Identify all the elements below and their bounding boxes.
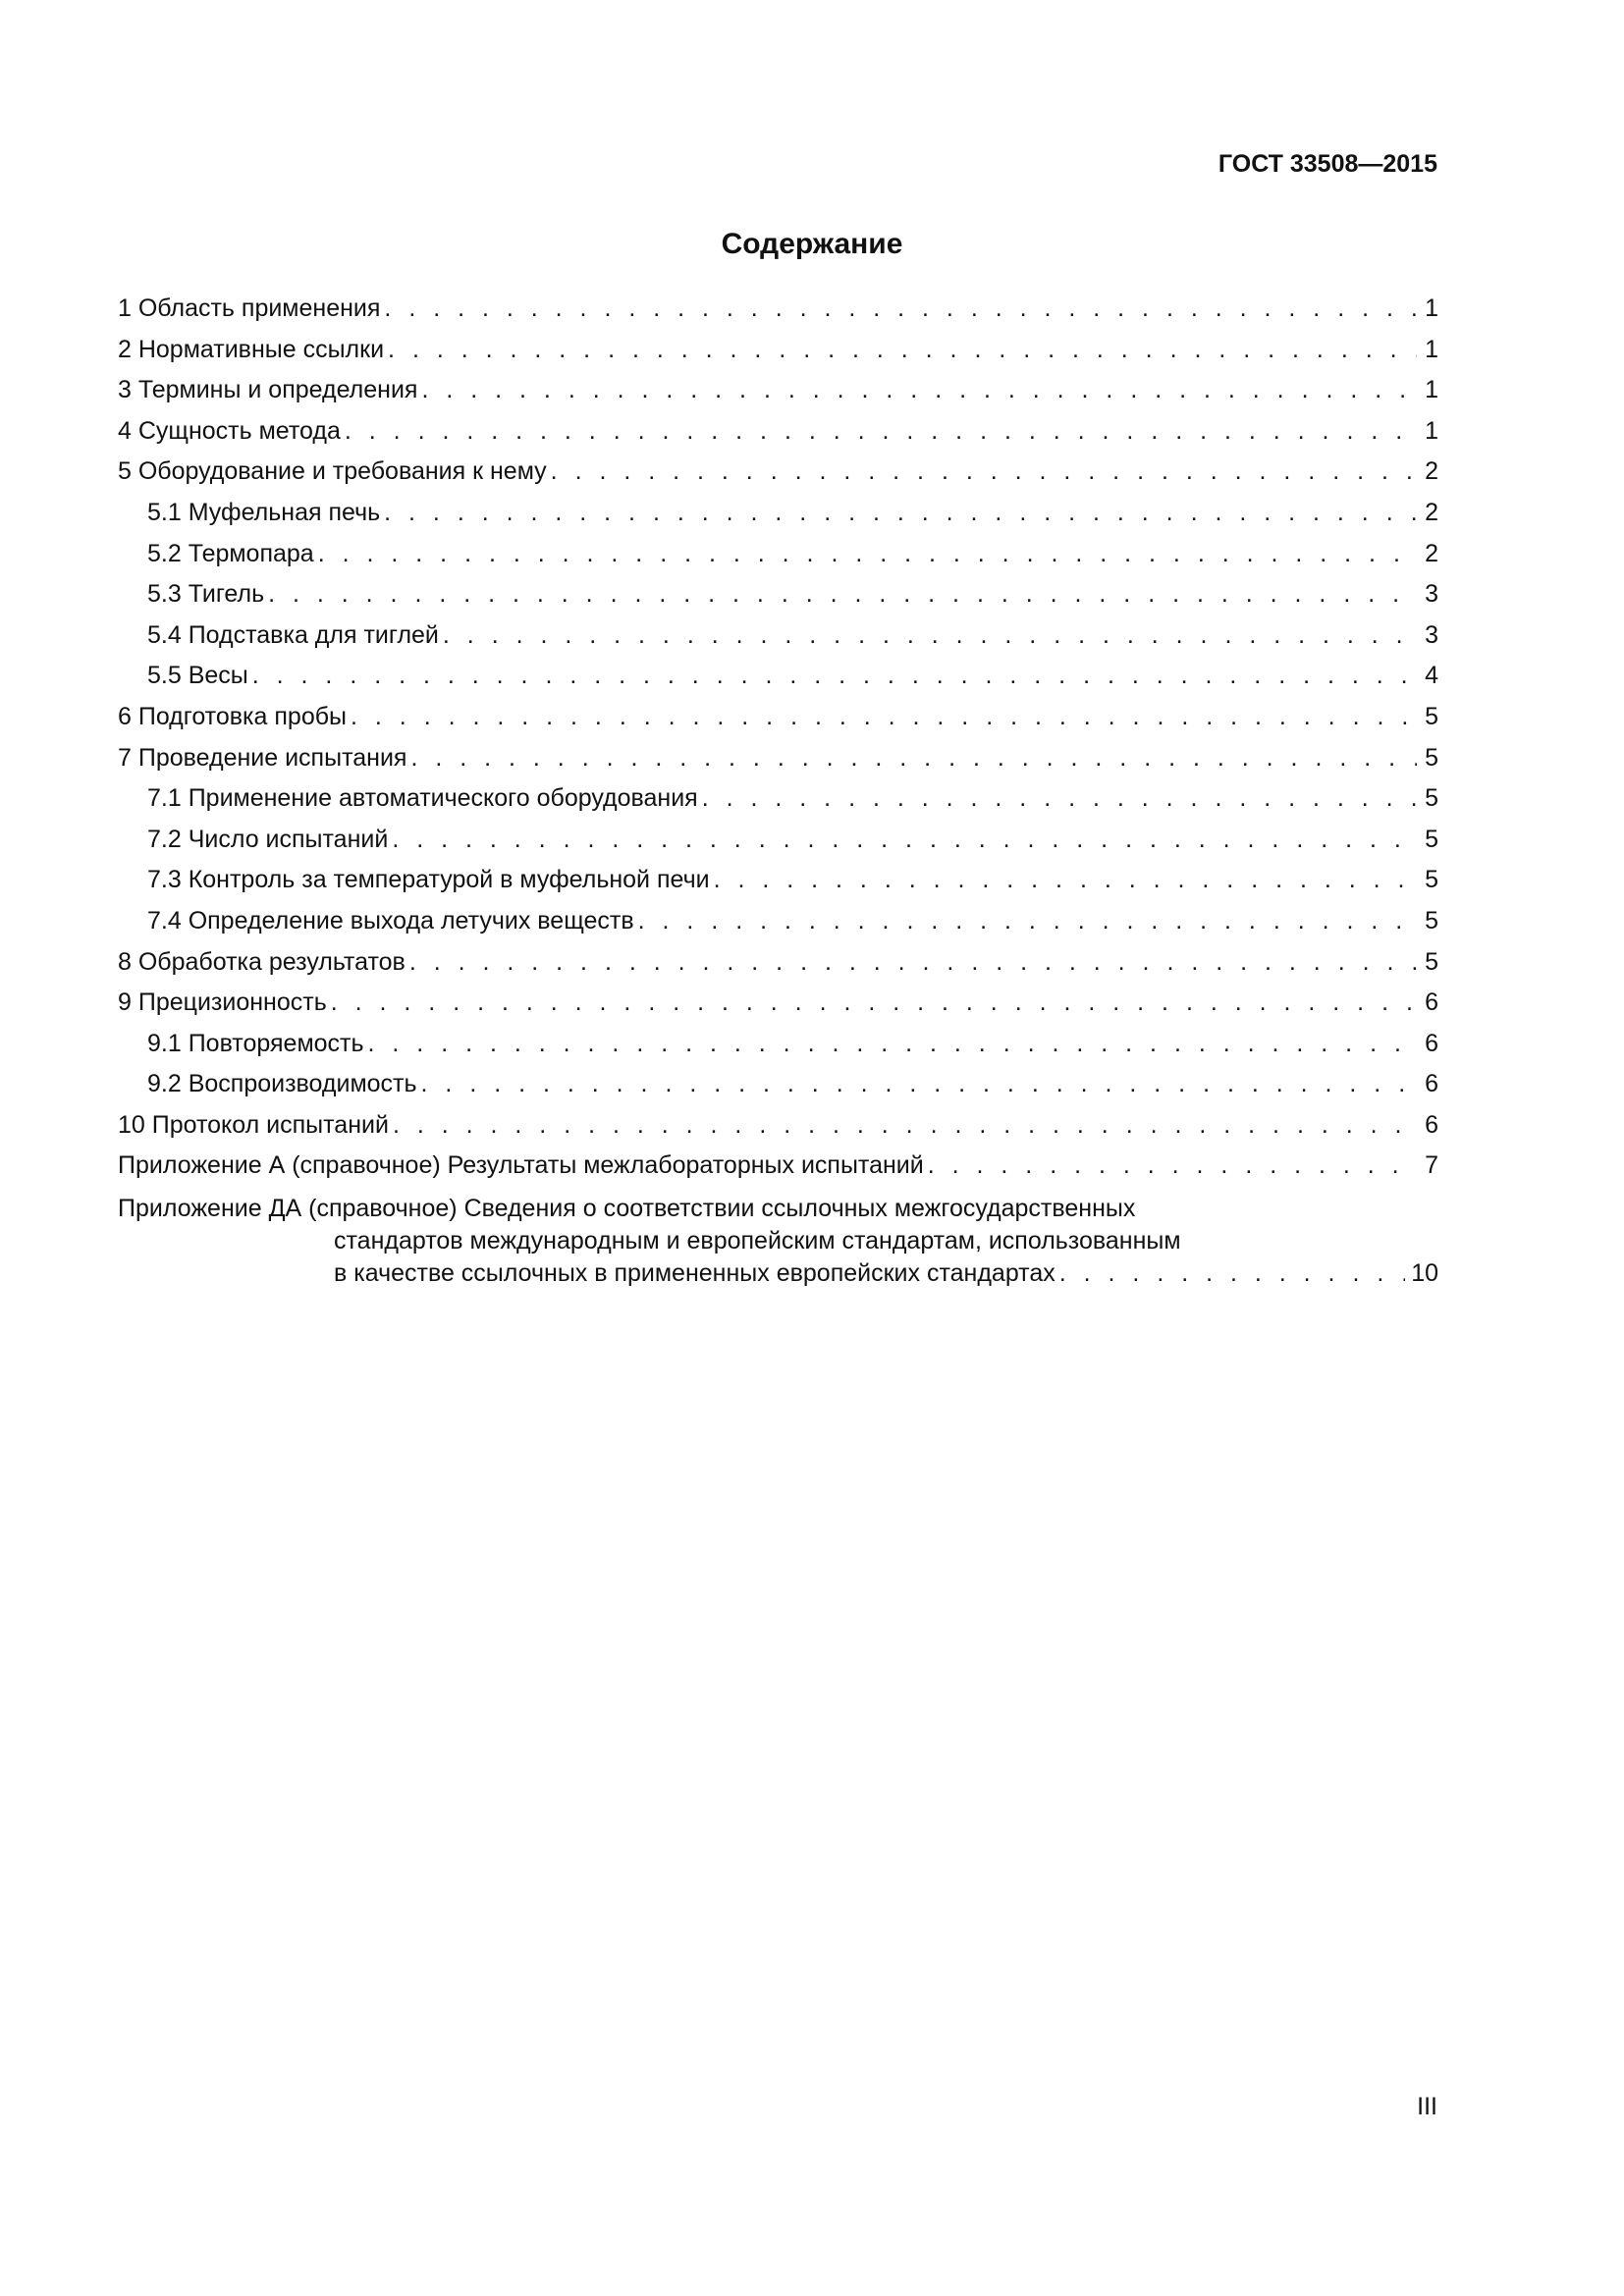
dot-leader xyxy=(421,1070,1417,1098)
dot-leader xyxy=(318,540,1417,568)
dot-leader xyxy=(702,784,1417,813)
dot-leader xyxy=(331,988,1417,1017)
table-of-contents xyxy=(118,294,1438,1290)
toc-entry-page: 2 xyxy=(1425,539,1438,567)
dot-leader xyxy=(928,1151,1417,1180)
toc-subentry[interactable] xyxy=(118,1030,1438,1071)
toc-entry-page: 6 xyxy=(1425,988,1438,1017)
toc-entry-page: 7 xyxy=(1425,1151,1438,1180)
toc-entry-page: 5 xyxy=(1425,825,1438,853)
toc-entry-page: 2 xyxy=(1425,498,1438,526)
appendix-da-line3: в качестве ссылочных в примененных европейских стандартах xyxy=(334,1259,1056,1288)
dot-leader xyxy=(714,866,1417,894)
toc-entry-page: 6 xyxy=(1425,1029,1438,1057)
toc-entry-label: 2 Нормативные ссылки xyxy=(118,335,385,363)
toc-entry-page: 4 xyxy=(1425,662,1438,690)
toc-entry-page: 5 xyxy=(1425,866,1438,894)
toc-entry-page: 6 xyxy=(1425,1110,1438,1139)
dot-leader xyxy=(368,1030,1417,1058)
dot-leader xyxy=(410,744,1417,773)
toc-entry-page: 1 xyxy=(1425,294,1438,322)
toc-entry-label: 7.1 Применение автоматического оборудования xyxy=(147,784,698,813)
toc-entry-label: 1 Область применения xyxy=(118,294,381,322)
toc-entry-label: Приложение А (справочное) Результаты межлабораторных испытаний xyxy=(118,1151,924,1180)
dot-leader xyxy=(393,1111,1417,1140)
appendix-da-line2: стандартов международным и европейским стандартам, использованным xyxy=(334,1227,1181,1255)
toc-entry-label: 7.3 Контроль за температурой в муфельной печи xyxy=(147,866,710,894)
toc-entry-label: 4 Сущность метода xyxy=(118,416,341,445)
toc-entry-label: 7.4 Определение выхода летучих веществ xyxy=(147,906,634,934)
dot-leader xyxy=(443,621,1417,650)
dot-leader xyxy=(551,457,1417,486)
toc-entry-page: 1 xyxy=(1425,376,1438,404)
dot-leader xyxy=(384,499,1417,527)
toc-entry-page: 5 xyxy=(1425,947,1438,976)
toc-entry-appendix-a[interactable] xyxy=(118,1151,1438,1193)
toc-entry[interactable] xyxy=(118,376,1438,417)
appendix-da-line1: Приложение ДА (справочное) Сведения о соответствии ссылочных межгосударственных xyxy=(118,1195,1136,1223)
dot-leader xyxy=(351,703,1417,731)
dot-leader xyxy=(1059,1257,1405,1290)
toc-subentry[interactable] xyxy=(118,499,1438,540)
toc-entry[interactable] xyxy=(118,294,1438,336)
toc-entry-label: 9.1 Повторяемость xyxy=(147,1029,364,1057)
toc-entry-label: 5.4 Подставка для тиглей xyxy=(147,620,439,649)
dot-leader xyxy=(388,336,1417,364)
appendix-da-last-line xyxy=(118,1257,1438,1290)
dot-leader xyxy=(409,948,1417,977)
toc-entry-page: 6 xyxy=(1425,1070,1438,1098)
toc-entry-appendix-da[interactable] xyxy=(118,1193,1438,1290)
toc-entry[interactable] xyxy=(118,988,1438,1030)
toc-entry-label: 5.1 Муфельная печь xyxy=(147,498,381,526)
dot-leader xyxy=(252,662,1417,690)
dot-leader xyxy=(268,580,1417,609)
toc-entry[interactable] xyxy=(118,1111,1438,1152)
toc-subentry[interactable] xyxy=(118,907,1438,948)
page-number: III xyxy=(1417,2093,1437,2120)
toc-subentry[interactable] xyxy=(118,580,1438,621)
document-code: ГОСТ 33508—2015 xyxy=(1218,150,1437,178)
toc-entry-page: 3 xyxy=(1425,580,1438,609)
toc-entry-page: 5 xyxy=(1425,743,1438,772)
toc-entry-label: 6 Подготовка пробы xyxy=(118,702,348,730)
toc-entry[interactable] xyxy=(118,948,1438,989)
dot-leader xyxy=(345,417,1417,446)
toc-entry-label: 5 Оборудование и требования к нему xyxy=(118,457,547,486)
dot-leader xyxy=(392,826,1417,854)
toc-entry-page: 10 xyxy=(1411,1259,1438,1288)
toc-entry[interactable] xyxy=(118,744,1438,785)
toc-entry-page: 2 xyxy=(1425,457,1438,486)
toc-subentry[interactable] xyxy=(118,1070,1438,1111)
toc-entry[interactable] xyxy=(118,457,1438,499)
dot-leader xyxy=(638,907,1417,935)
toc-entry-label: 9 Прецизионность xyxy=(118,988,327,1017)
toc-entry-page: 5 xyxy=(1425,906,1438,934)
toc-entry-label: 8 Обработка результатов xyxy=(118,947,406,976)
toc-subentry[interactable] xyxy=(118,621,1438,663)
toc-entry-label: 10 Протокол испытаний xyxy=(118,1110,389,1139)
toc-subentry[interactable] xyxy=(118,662,1438,703)
toc-entry-label: 5.3 Тигель xyxy=(147,580,265,609)
toc-subentry[interactable] xyxy=(118,540,1438,581)
toc-subentry[interactable] xyxy=(118,826,1438,867)
toc-entry-page: 5 xyxy=(1425,702,1438,730)
toc-entry-page: 3 xyxy=(1425,620,1438,649)
toc-entry[interactable] xyxy=(118,417,1438,458)
toc-entry-label: 5.2 Термопара xyxy=(147,539,314,567)
toc-subentry[interactable] xyxy=(118,866,1438,907)
toc-entry-label: 7 Проведение испытания xyxy=(118,743,407,772)
toc-entry[interactable] xyxy=(118,336,1438,377)
toc-entry-label: 7.2 Число испытаний xyxy=(147,825,389,853)
toc-entry-page: 1 xyxy=(1425,335,1438,363)
toc-entry[interactable] xyxy=(118,703,1438,744)
dot-leader xyxy=(421,376,1417,404)
toc-entry-label: 3 Термины и определения xyxy=(118,376,418,404)
toc-subentry[interactable] xyxy=(118,784,1438,826)
dot-leader xyxy=(384,294,1417,323)
toc-entry-page: 5 xyxy=(1425,784,1438,813)
toc-entry-label: 9.2 Воспроизводимость xyxy=(147,1070,417,1098)
toc-entry-label: 5.5 Весы xyxy=(147,662,248,690)
page-title: Содержание xyxy=(721,228,903,260)
toc-entry-page: 1 xyxy=(1425,416,1438,445)
